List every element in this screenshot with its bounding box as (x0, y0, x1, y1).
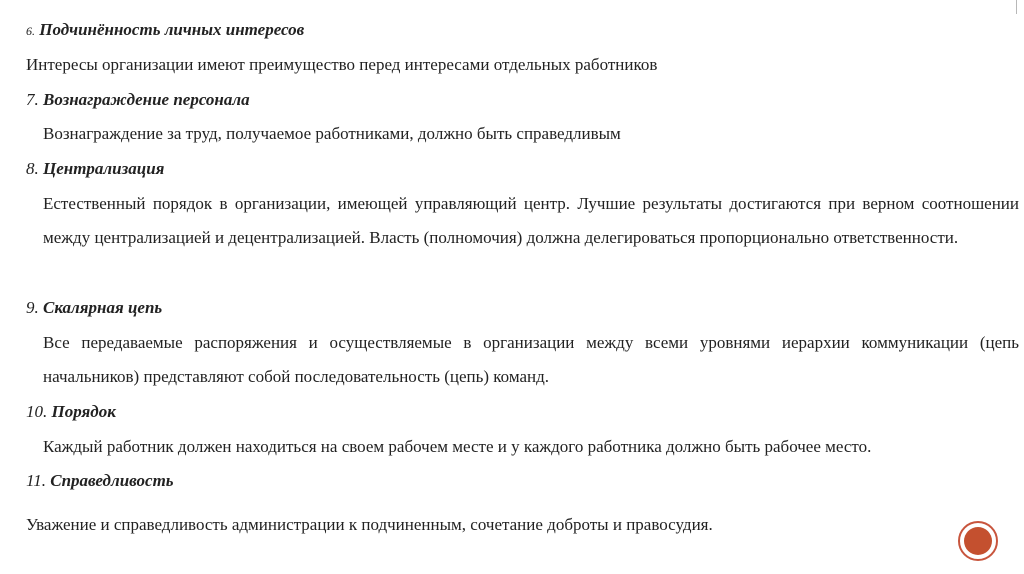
heading-number: 10. (26, 402, 48, 421)
slide-circle-icon (958, 521, 998, 561)
heading-item-8 (26, 159, 164, 179)
heading-title: Централизация (43, 159, 165, 178)
heading-number: 11. (26, 471, 46, 490)
heading-title: Подчинённость личных интересов (39, 20, 305, 39)
heading-item-7 (26, 90, 250, 110)
item-10-text: Каждый работник должен находиться на своем рабочем месте и у каждого работника должно быть рабочее место. (43, 437, 872, 456)
item-8-text: Естественный порядок в организации, имеющей управляющий центр. Лучшие результаты достигаются при верном соотношении между централизацией и децентрализацией. Власть (полномочия) должна делегироваться пропорционально ответственности. (43, 194, 1019, 247)
heading-item-6 (26, 20, 304, 41)
item-7-text: Вознаграждение за труд, получаемое работниками, должно быть справедливым (43, 124, 621, 143)
heading-title: Справедливость (50, 471, 174, 490)
heading-title: Порядок (51, 402, 116, 421)
heading-number: 7. (26, 90, 39, 109)
slide-circle-fill (964, 527, 992, 555)
heading-item-10 (26, 402, 116, 422)
corner-divider (1016, 0, 1017, 14)
item-9-text: Все передаваемые распоряжения и осуществляемые в организации между всеми уровнями иерархии коммуникации (цепь начальников) представляют собой последовательность (цепь) команд. (43, 333, 1019, 386)
heading-title: Скалярная цепь (43, 298, 163, 317)
heading-item-9 (26, 298, 162, 318)
heading-number: 8. (26, 159, 39, 178)
heading-number: 9. (26, 298, 39, 317)
item-11-text: Уважение и справедливость администрации к подчиненным, сочетание доброты и правосудия. (26, 515, 713, 534)
item-6-text: Интересы организации имеют преимущество перед интересами отдельных работников (26, 55, 658, 74)
heading-title: Вознаграждение персонала (43, 90, 250, 109)
heading-number: 6. (26, 24, 35, 38)
heading-item-11 (26, 471, 174, 491)
